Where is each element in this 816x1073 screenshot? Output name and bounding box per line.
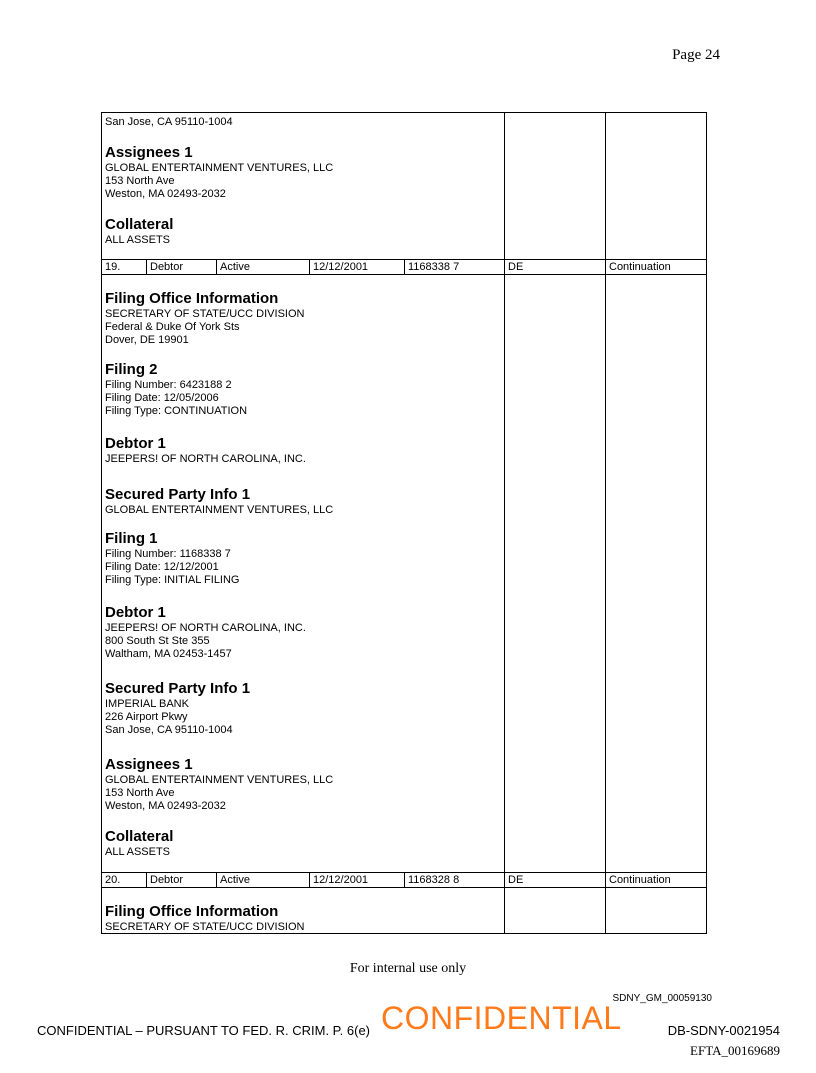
filing-date: 12/12/2001 bbox=[313, 261, 369, 273]
section-heading: Filing 2 bbox=[105, 361, 158, 378]
column-divider bbox=[605, 113, 606, 933]
internal-use-notice: For internal use only bbox=[349, 961, 467, 976]
section-heading: Filing Office Information bbox=[105, 290, 279, 307]
filing-type: Continuation bbox=[609, 874, 671, 886]
section-heading: Assignees 1 bbox=[105, 756, 193, 773]
section-heading: Assignees 1 bbox=[105, 144, 193, 161]
confidential-stamp: CONFIDENTIAL bbox=[381, 1000, 622, 1036]
collateral-section: Collateral ALL ASSETS bbox=[105, 216, 501, 247]
section-heading: Collateral bbox=[105, 216, 174, 233]
row-divider bbox=[102, 274, 706, 275]
column-divider bbox=[504, 113, 505, 933]
section-heading: Filing 1 bbox=[105, 530, 158, 547]
filing-1-section: Filing 1 Filing Number: 1168338 7 Filing Date: 12/12/2001 Filing Type: INITIAL FILING bbox=[105, 530, 501, 587]
collateral-section: Collateral ALL ASSETS bbox=[105, 828, 501, 859]
sdny-bates-number: SDNY_GM_00059130 bbox=[612, 993, 712, 1004]
confidential-notice: CONFIDENTIAL – PURSUANT TO FED. R. CRIM. P. 6(e) bbox=[37, 1023, 371, 1038]
state: DE bbox=[508, 261, 524, 273]
efta-number: EFTA_00169689 bbox=[690, 1043, 780, 1058]
party-type: Debtor bbox=[150, 874, 184, 886]
state: DE bbox=[508, 874, 524, 886]
section-heading: Secured Party Info 1 bbox=[105, 486, 251, 503]
filing-number: 1168328 8 bbox=[408, 874, 460, 886]
section-heading: Debtor 1 bbox=[105, 604, 166, 621]
address-continuation: San Jose, CA 95110-1004 bbox=[105, 116, 233, 128]
filing-date: 12/12/2001 bbox=[313, 874, 369, 886]
row-number: 20. bbox=[105, 874, 121, 886]
db-bates-number: DB-SDNY-0021954 bbox=[667, 1023, 780, 1038]
assignees-section: Assignees 1 GLOBAL ENTERTAINMENT VENTURES, LLC 153 North Ave Weston, MA 02493-2032 bbox=[105, 144, 501, 201]
status: Active bbox=[220, 874, 250, 886]
debtor-section: Debtor 1 JEEPERS! OF NORTH CAROLINA, INC. bbox=[105, 435, 501, 466]
filing-office-section: Filing Office Information SECRETARY OF STATE/UCC DIVISION Federal & Duke Of York Sts Dover, DE 19901 bbox=[105, 290, 501, 347]
section-heading: Filing Office Information bbox=[105, 903, 279, 920]
row-divider bbox=[102, 887, 706, 888]
row-number: 19. bbox=[105, 261, 121, 273]
party-type: Debtor bbox=[150, 261, 184, 273]
filing-type: Continuation bbox=[609, 261, 671, 273]
assignees-section: Assignees 1 GLOBAL ENTERTAINMENT VENTURES, LLC 153 North Ave Weston, MA 02493-2032 bbox=[105, 756, 501, 813]
debtor-section: Debtor 1 JEEPERS! OF NORTH CAROLINA, INC. 800 South St Ste 355 Waltham, MA 02453-1457 bbox=[105, 604, 501, 661]
page-number: Page 24 bbox=[672, 47, 720, 63]
ucc-filings-table bbox=[101, 112, 707, 934]
filing-number: 1168338 7 bbox=[408, 261, 460, 273]
secured-party-section: Secured Party Info 1 IMPERIAL BANK 226 Airport Pkwy San Jose, CA 95110-1004 bbox=[105, 680, 501, 737]
filing-office-section: Filing Office Information SECRETARY OF STATE/UCC DIVISION bbox=[105, 903, 501, 934]
status: Active bbox=[220, 261, 250, 273]
filing-2-section: Filing 2 Filing Number: 6423188 2 Filing Date: 12/05/2006 Filing Type: CONTINUATION bbox=[105, 361, 501, 418]
section-heading: Collateral bbox=[105, 828, 174, 845]
secured-party-section: Secured Party Info 1 GLOBAL ENTERTAINMENT VENTURES, LLC bbox=[105, 486, 501, 517]
section-heading: Debtor 1 bbox=[105, 435, 166, 452]
section-heading: Secured Party Info 1 bbox=[105, 680, 251, 697]
